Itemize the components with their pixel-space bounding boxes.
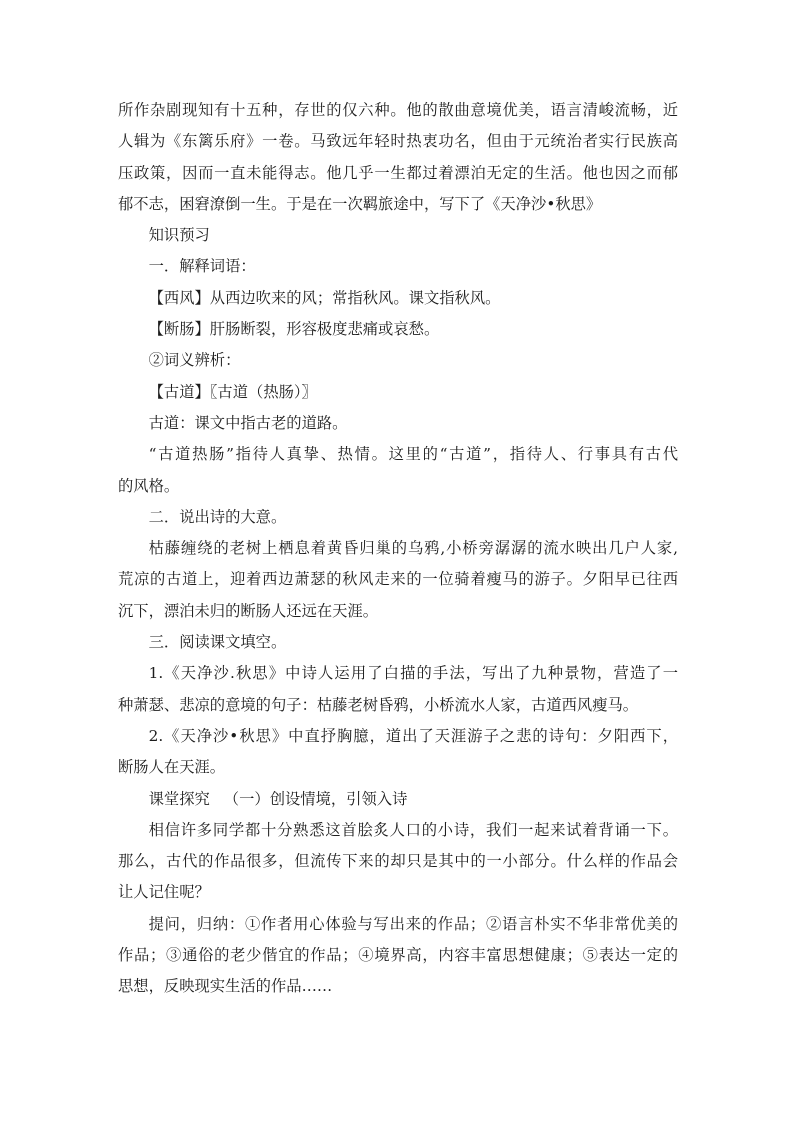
knowledge-title: 知识预习 bbox=[148, 226, 210, 245]
poem-meaning-paragraph bbox=[118, 533, 678, 627]
poem-meaning-line: 枯藤缠绕的老树上栖息着黄昏归巢的乌鸦,小桥旁潺潺的流水映出几户人家, bbox=[148, 539, 678, 558]
section1-title: 一．解释词语： bbox=[148, 257, 256, 276]
gudao-meaning: 古道：课文中指古老的道路。 bbox=[148, 413, 348, 432]
explore-line: 那么，古代的作品很多，但流传下来的却只是其中的一小部分。什么样的作品会 bbox=[118, 852, 678, 871]
intro-line: 郁不志，困窘潦倒一生。于是在一次羁旅途中，写下了《天净沙•秋思》 bbox=[118, 194, 602, 213]
poem-meaning-line: 沉下，漂泊未归的断肠人还远在天涯。 bbox=[118, 601, 379, 620]
class-explore-sub: （一）创设情境，引领入诗 bbox=[223, 789, 408, 808]
document-page bbox=[118, 95, 678, 1003]
term-duanchang: 【断肠】肝肠断裂，形容极度悲痛或哀愁。 bbox=[148, 320, 440, 339]
term-gudao: 【古道】〖古道（热肠）〗 bbox=[148, 382, 317, 401]
gudao-explain-line: 的风格。 bbox=[118, 476, 180, 495]
explore-line: 相信许多同学都十分熟悉这首脍炙人口的小诗，我们一起来试着背诵一下。 bbox=[148, 820, 678, 839]
section3-title: 三．阅读课文填空。 bbox=[148, 633, 287, 652]
fill2-paragraph bbox=[118, 721, 678, 784]
class-explore-title: 课堂探究 bbox=[148, 789, 210, 808]
explore-paragraph bbox=[118, 815, 678, 909]
summary-line: 思想，反映现实生活的作品…… bbox=[118, 977, 333, 996]
word-diff-title: ②词义辨析： bbox=[148, 351, 241, 370]
summary-line: 提问，归纳：①作者用心体验与写出来的作品；②语言朴实不华非常优美的 bbox=[148, 914, 678, 933]
intro-line: 压政策，因而一直未能得志。他几乎一生都过着漂泊无定的生活。他也因之而郁 bbox=[118, 163, 678, 182]
fill2-line: 断肠人在天涯。 bbox=[118, 758, 226, 777]
summary-paragraph bbox=[118, 909, 678, 1003]
gudao-explain-line: “古道热肠”指待人真挚、热情。这里的“古道”，指待人、行事具有古代 bbox=[148, 445, 678, 464]
section2-title: 二．说出诗的大意。 bbox=[148, 507, 287, 526]
intro-paragraph bbox=[118, 95, 678, 220]
term-xifeng: 【西风】从西边吹来的风；常指秋风。课文指秋风。 bbox=[148, 288, 501, 307]
fill1-line: 种萧瑟、悲凉的意境的句子：枯藤老树昏鸦，小桥流水人家，古道西风瘦马。 bbox=[118, 695, 639, 714]
explore-line: 让人记住呢？ bbox=[118, 883, 210, 902]
intro-line: 人辑为《东篱乐府》一卷。马致远年轻时热衷功名，但由于元统治者实行民族高 bbox=[118, 132, 678, 151]
fill1-line: 1.《天净沙.秋思》中诗人运用了白描的手法，写出了九种景物，营造了一 bbox=[148, 664, 678, 683]
poem-meaning-line: 荒凉的古道上，迎着西边萧瑟的秋风走来的一位骑着瘦马的游子。夕阳早已往西 bbox=[118, 570, 678, 589]
intro-line: 所作杂剧现知有十五种，存世的仅六种。他的散曲意境优美，语言清峻流畅，近 bbox=[118, 101, 678, 119]
class-explore-heading bbox=[118, 784, 678, 815]
summary-line: 作品；③通俗的老少偕宜的作品；④境界高，内容丰富思想健康；⑤表达一定的 bbox=[118, 946, 678, 965]
gudao-explain-paragraph bbox=[118, 439, 678, 502]
fill2-line: 2.《天净沙•秋思》中直抒胸臆，道出了天涯游子之悲的诗句：夕阳西下， bbox=[148, 726, 678, 745]
fill1-paragraph bbox=[118, 658, 678, 721]
